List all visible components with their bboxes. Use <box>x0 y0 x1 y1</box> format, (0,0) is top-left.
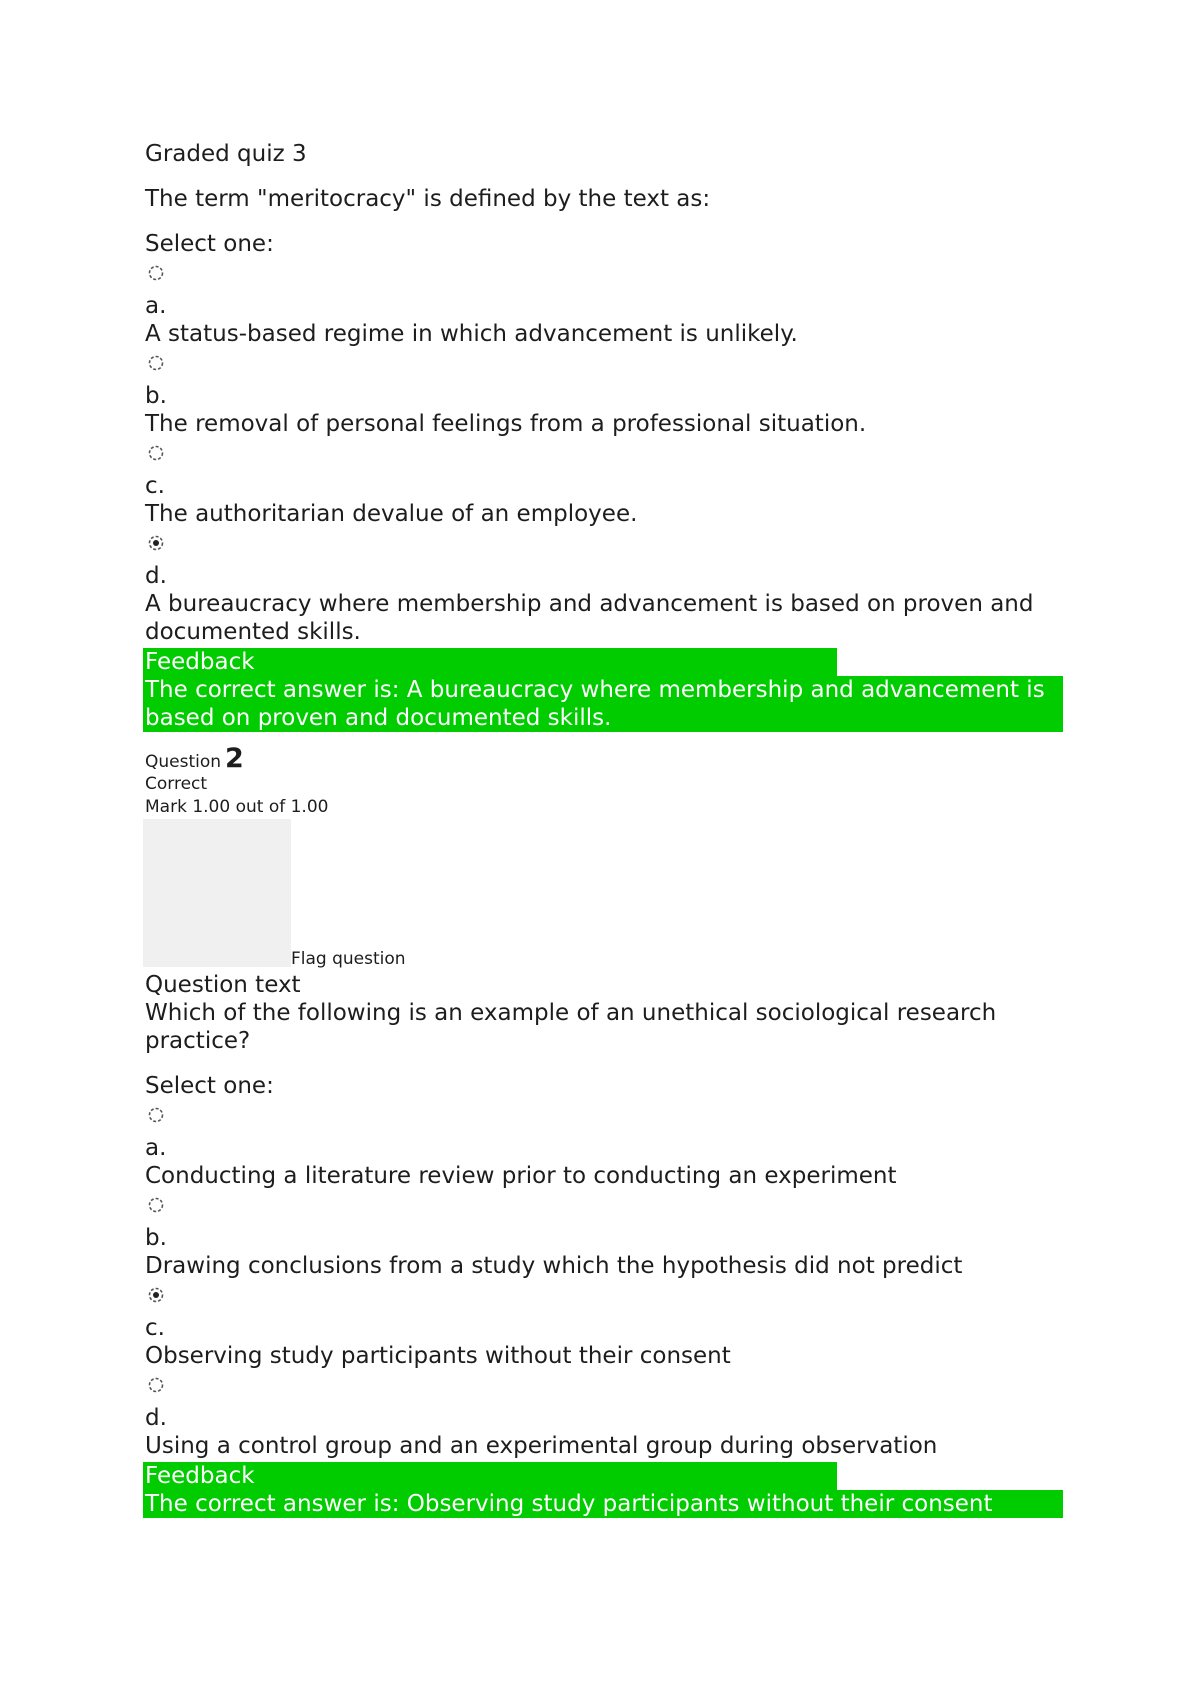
flag-question[interactable] <box>143 819 1065 967</box>
question-2-option-b[interactable] <box>145 1196 1065 1280</box>
flag-question-label[interactable]: Flag question <box>291 949 406 969</box>
feedback-text: The correct answer is: Observing study participants without their consent <box>143 1490 1063 1518</box>
feedback-text: The correct answer is: A bureaucracy where membership and advancement is based on proven and documented skills. <box>143 676 1063 732</box>
question-1-text: The term "meritocracy" is defined by the text as: <box>145 186 711 212</box>
radio-checked-icon[interactable] <box>147 534 165 552</box>
question-label: Question <box>145 752 222 772</box>
option-text: Using a control group and an experimental group during observation <box>145 1433 938 1459</box>
quiz-page <box>145 140 1065 1518</box>
question-1-option-d[interactable] <box>145 534 1065 646</box>
option-text: Conducting a literature review prior to conducting an experiment <box>145 1163 897 1189</box>
radio-unchecked-icon[interactable] <box>147 1196 165 1214</box>
flag-icon[interactable] <box>143 819 291 967</box>
question-2-text: Which of the following is an example of an unethical sociological research practice? <box>145 1000 997 1054</box>
question-1-option-a[interactable] <box>145 264 1065 348</box>
question-mark: Mark 1.00 out of 1.00 <box>145 797 329 817</box>
radio-unchecked-icon[interactable] <box>147 444 165 462</box>
option-letter: a. <box>145 293 167 319</box>
radio-unchecked-icon[interactable] <box>147 264 165 282</box>
question-status: Correct <box>145 774 208 794</box>
radio-unchecked-icon[interactable] <box>147 1106 165 1124</box>
question-1-select-label: Select one: <box>145 231 274 257</box>
option-text: Observing study participants without their consent <box>145 1343 731 1369</box>
question-2-select-label: Select one: <box>145 1073 274 1099</box>
question-number-row <box>145 743 1065 774</box>
question-2 <box>145 971 1065 1518</box>
option-text: A status-based regime in which advancement is unlikely. <box>145 321 798 347</box>
question-1 <box>145 185 1065 732</box>
option-text: The authoritarian devalue of an employee. <box>145 501 638 527</box>
feedback-title: Feedback <box>143 1462 837 1490</box>
option-letter: d. <box>145 563 167 589</box>
option-letter: c. <box>145 473 165 499</box>
option-text: The removal of personal feelings from a professional situation. <box>145 411 867 437</box>
option-letter: d. <box>145 1405 167 1431</box>
quiz-title: Graded quiz 3 <box>145 141 307 167</box>
question-1-option-c[interactable] <box>145 444 1065 528</box>
option-letter: c. <box>145 1315 165 1341</box>
question-2-option-d[interactable] <box>145 1376 1065 1460</box>
question-2-option-c[interactable] <box>145 1286 1065 1370</box>
option-letter: b. <box>145 1225 167 1251</box>
radio-unchecked-icon[interactable] <box>147 1376 165 1394</box>
option-text: Drawing conclusions from a study which the hypothesis did not predict <box>145 1253 963 1279</box>
question-1-option-b[interactable] <box>145 354 1065 438</box>
question-2-feedback <box>143 1462 1065 1518</box>
question-text-label: Question text <box>145 972 301 998</box>
option-letter: a. <box>145 1135 167 1161</box>
question-1-feedback <box>143 648 1065 732</box>
radio-checked-icon[interactable] <box>147 1286 165 1304</box>
option-text: A bureaucracy where membership and advancement is based on proven and documented skills. <box>145 591 1034 645</box>
feedback-title: Feedback <box>143 648 837 676</box>
question-number: 2 <box>225 743 244 774</box>
option-letter: b. <box>145 383 167 409</box>
radio-unchecked-icon[interactable] <box>147 354 165 372</box>
question-2-option-a[interactable] <box>145 1106 1065 1190</box>
question-2-info <box>145 743 1065 969</box>
